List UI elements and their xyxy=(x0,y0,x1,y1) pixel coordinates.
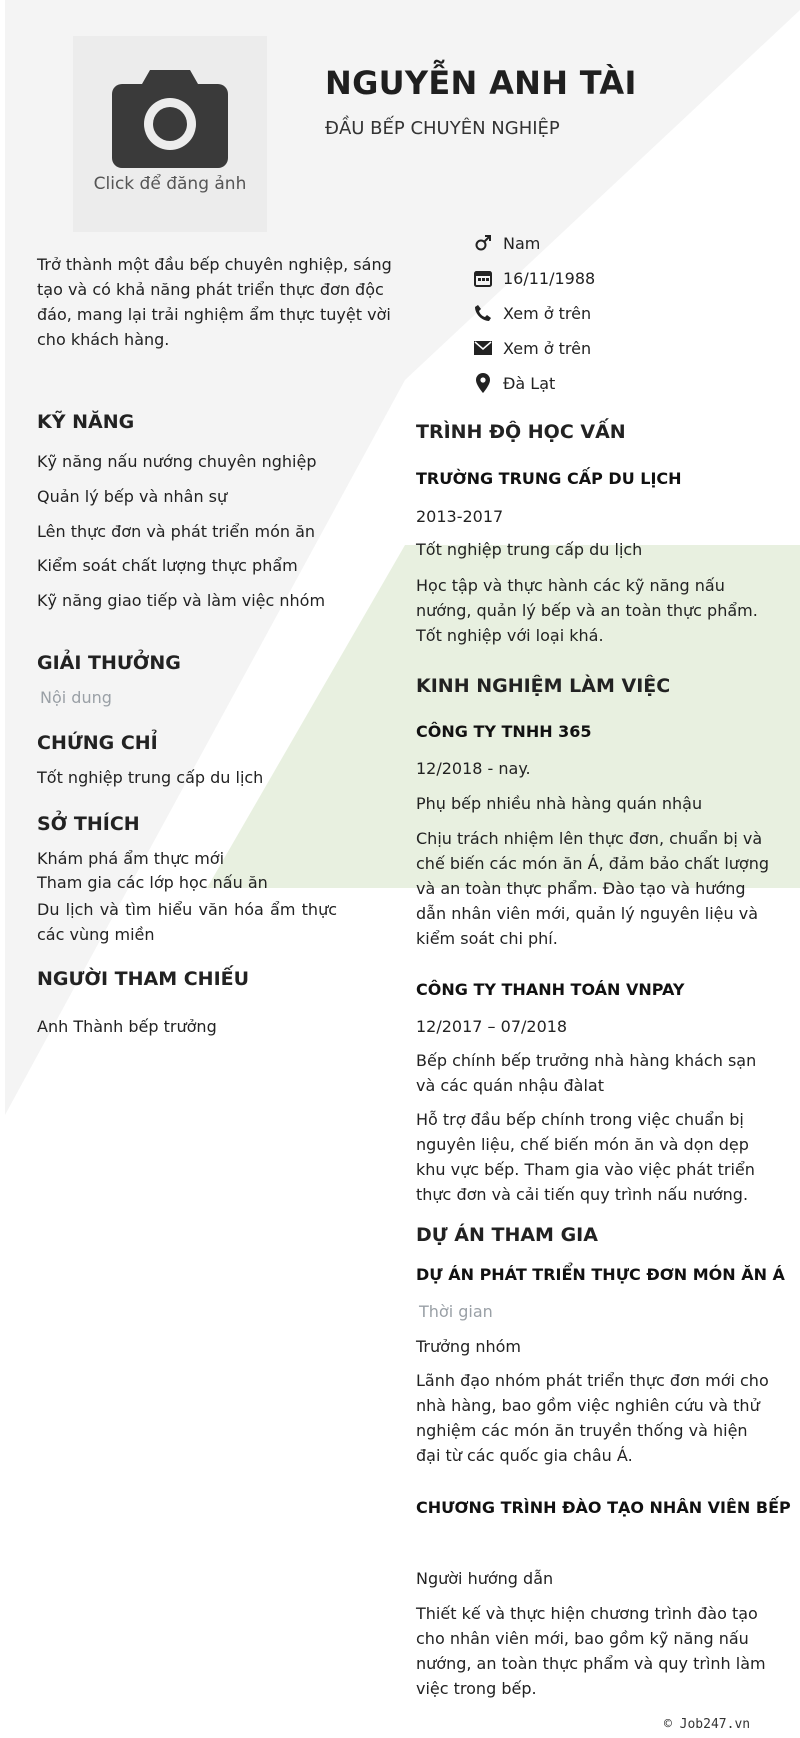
project-role: Người hướng dẫn xyxy=(416,1569,554,1588)
career-objective: Trở thành một đầu bếp chuyên nghiệp, sáng tạo và có khả năng phát triển thực đơn độc đáo, mang lại trải nghiệm ẩm thực tuyệt vời cho khách hàng. xyxy=(37,255,392,349)
skill-item: Kỹ năng giao tiếp và làm việc nhóm xyxy=(37,591,326,610)
awards-heading: GIẢI THƯỞNG xyxy=(37,652,181,674)
project-description: Thiết kế và thực hiện chương trình đào tạo cho nhân viên mới, bao gồm kỹ năng nấu nướng, an toàn thực phẩm và quy trình làm việc trong bếp. xyxy=(416,1604,766,1698)
education-degree: Tốt nghiệp trung cấp du lịch xyxy=(416,540,643,559)
footer-copyright: © Job247.vn xyxy=(664,1717,751,1732)
skill-item: Quản lý bếp và nhân sự xyxy=(37,487,228,506)
experience-description: Hỗ trợ đầu bếp chính trong việc chuẩn bị nguyên liệu, chế biến món ăn và dọn dẹp khu vực bếp. Tham gia vào việc phát triển thực đơn và cải tiến quy trình nấu nướng. xyxy=(416,1110,755,1204)
camera-icon xyxy=(112,64,228,168)
email-icon xyxy=(473,338,493,358)
experience-period: 12/2018 - nay. xyxy=(416,759,531,778)
certificates-heading: CHỨNG CHỈ xyxy=(37,732,158,754)
location-icon xyxy=(473,373,493,393)
hobby-item: Du lịch và tìm hiểu văn hóa ẩm thực các vùng miền xyxy=(37,900,337,944)
experience-position: Phụ bếp nhiều nhà hàng quán nhậu xyxy=(416,794,703,813)
photo-upload-area[interactable] xyxy=(73,36,267,232)
contact-birthday-value: 16/11/1988 xyxy=(503,268,596,288)
project-role: Trưởng nhóm xyxy=(416,1337,521,1356)
job-title: ĐẦU BẾP CHUYÊN NGHIỆP xyxy=(325,118,560,139)
experience-company: CÔNG TY THANH TOÁN VNPAY xyxy=(416,980,685,999)
contact-email xyxy=(473,338,591,358)
hobby-item: Khám phá ẩm thực mới xyxy=(37,849,225,868)
education-heading: TRÌNH ĐỘ HỌC VẤN xyxy=(416,421,626,443)
phone-icon xyxy=(473,303,493,323)
gender-icon xyxy=(473,233,493,253)
contact-email-value: Xem ở trên xyxy=(503,338,592,358)
education-school: TRƯỜNG TRUNG CẤP DU LỊCH xyxy=(416,469,682,488)
skill-item: Kiểm soát chất lượng thực phẩm xyxy=(37,556,298,575)
skill-item: Lên thực đơn và phát triển món ăn xyxy=(37,522,316,541)
reference-item: Anh Thành bếp trưởng xyxy=(37,1017,217,1036)
experience-company: CÔNG TY TNHH 365 xyxy=(416,722,592,741)
candidate-name: NGUYỄN ANH TÀI xyxy=(325,64,637,102)
project-name: DỰ ÁN PHÁT TRIỂN THỰC ĐƠN MÓN ĂN Á xyxy=(416,1265,785,1284)
contact-gender xyxy=(473,233,540,253)
skills-heading: KỸ NĂNG xyxy=(37,411,135,433)
project-description: Lãnh đạo nhóm phát triển thực đơn mới cho nhà hàng, bao gồm việc nghiên cứu và thử nghiệm các món ăn truyền thống và hiện đại từ các quốc gia châu Á. xyxy=(416,1371,769,1465)
skill-item: Kỹ năng nấu nướng chuyên nghiệp xyxy=(37,452,317,471)
references-heading: NGƯỜI THAM CHIẾU xyxy=(37,968,250,990)
hobby-item: Tham gia các lớp học nấu ăn xyxy=(37,873,268,892)
calendar-icon xyxy=(473,268,493,288)
contact-phone xyxy=(473,303,591,323)
certificate-item: Tốt nghiệp trung cấp du lịch xyxy=(37,768,264,787)
project-time-placeholder[interactable]: Thời gian xyxy=(419,1302,493,1321)
projects-heading: DỰ ÁN THAM GIA xyxy=(416,1224,598,1246)
contact-phone-value: Xem ở trên xyxy=(503,303,592,323)
experience-description: Chịu trách nhiệm lên thực đơn, chuẩn bị và chế biến các món ăn Á, đảm bảo chất lượng và an toàn thực phẩm. Đào tạo và hướng dẫn nhân viên mới, quản lý nguyên liệu và kiểm soát chi phí. xyxy=(416,829,770,948)
education-description: Học tập và thực hành các kỹ năng nấu nướng, quản lý bếp và an toàn thực phẩm. Tốt nghiệp với loại khá. xyxy=(416,576,758,645)
photo-caption: Click để đăng ảnh xyxy=(93,174,247,194)
project-name: CHƯƠNG TRÌNH ĐÀO TẠO NHÂN VIÊN BẾP xyxy=(416,1498,791,1517)
hobbies-heading: SỞ THÍCH xyxy=(37,813,140,835)
contact-birthday xyxy=(473,268,595,288)
experience-period: 12/2017 – 07/2018 xyxy=(416,1017,568,1036)
contact-gender-value: Nam xyxy=(503,233,541,253)
awards-placeholder[interactable]: Nội dung xyxy=(40,688,112,707)
contact-location-value: Đà Lạt xyxy=(503,373,556,393)
experience-heading: KINH NGHIỆM LÀM VIỆC xyxy=(416,675,671,697)
education-period: 2013-2017 xyxy=(416,507,504,526)
contact-location xyxy=(473,373,555,393)
experience-position: Bếp chính bếp trưởng nhà hàng khách sạn và các quán nhậu đàlat xyxy=(416,1051,757,1095)
